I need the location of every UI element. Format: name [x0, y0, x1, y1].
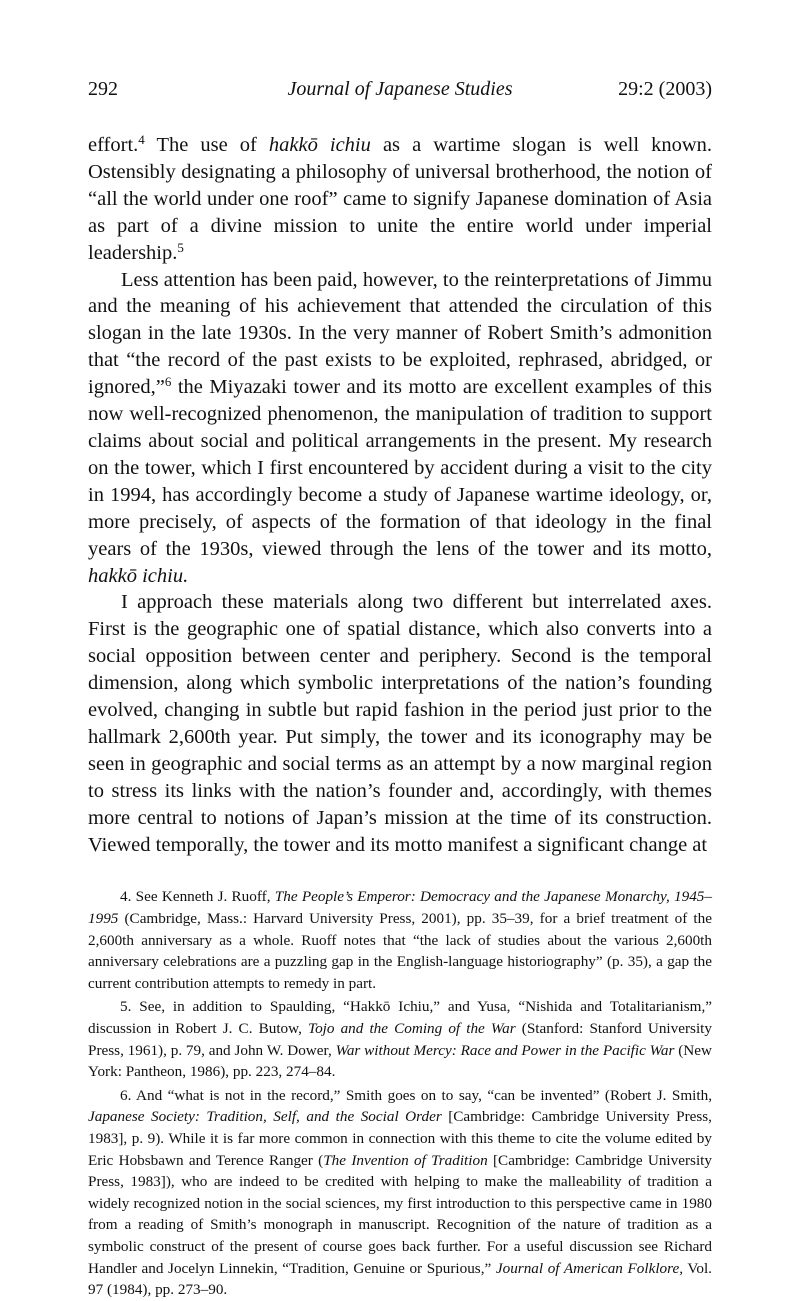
italic-term: hakkō ichiu.: [88, 564, 189, 587]
text-run: The use of: [144, 134, 269, 156]
text-run: Vol. 97 (1984), pp. 273–90.: [88, 1259, 712, 1299]
footnote-ref-4[interactable]: 4: [138, 132, 145, 147]
journal-title: Journal of Japanese Studies: [287, 78, 513, 100]
paragraph-3: [88, 589, 712, 858]
cited-title: Japanese Society: Tradition, Self, and the Social Order: [88, 1108, 442, 1126]
running-header: [88, 78, 712, 112]
paragraph-2: [88, 267, 712, 590]
article-body: [88, 132, 712, 858]
cited-title: The People’s Emperor: Democracy and the Japanese Monarchy, 1945–1995: [88, 888, 712, 928]
footnote-4: [88, 886, 712, 994]
journal-page: [88, 78, 712, 1301]
text-run: (Cambridge, Mass.: Harvard University Press, 2001), pp. 35–39, for a brief treatment of the 2,600th anniversary as a whole. Ruoff notes that “the lack of studies about the various 2,600th anniversary celebrations are a puzzling gap in the English-language historiography” (p. 35), a gap the current contribution attempts to remedy in part.: [88, 910, 712, 992]
footnote-ref-6[interactable]: 6: [164, 374, 172, 390]
cited-title: Journal of American Folklore,: [495, 1259, 684, 1277]
text-run: the Miyazaki tower and its motto are excellent examples of this now well-recognized phenomenon, the manipulation of tradition to support claims about social and political arrangements in the present. My research on the tower, which I first encountered by accident during a visit to the city in 1994, has accordingly become a study of Japanese wartime ideology, or, more precisely, of aspects of the formation of that ideology in the final years of the 1930s, viewed through the lens of the tower and its motto,: [88, 376, 712, 560]
page-number: 292: [88, 78, 118, 100]
volume-issue: 29:2 (2003): [618, 78, 712, 100]
text-run: 4. See Kenneth J. Ruoff,: [120, 888, 275, 906]
text-run: [Cambridge: Cambridge University Press, 1983], p. 9). While it is far more common in connection with this theme to cite the volume edited by Eric Hobsbawn and Terence Ranger (: [88, 1108, 712, 1169]
text-run: I approach these materials along two different but interrelated axes. First is the geographic one of spatial distance, which also converts into a social opposition between center and periphery. Second is the temporal dimension, along which symbolic interpretations of the nation’s founding evolved, changing in subtle but rapid fashion in the period just prior to the hallmark 2,600th year. Put simply, the tower and its iconography may be seen in geographic and social terms as an attempt by a now marginal region to stress its links with the nation’s founder and, accordingly, with themes more central to notions of Japan’s mission at the time of its construction. Viewed temporally, the tower and its motto manifest a significant change at: [88, 591, 712, 856]
text-run: 5. See, in addition to Spaulding, “Hakkō Ichiu,” and Yusa, “Nishida and Totalitarianism,” discussion in Robert J. C. Butow,: [88, 998, 712, 1038]
footnote-ref-5[interactable]: 5: [177, 239, 184, 255]
text-run: effort.: [88, 134, 139, 156]
footnotes: [88, 886, 712, 1300]
text-run: 6. And “what is not in the record,” Smith goes on to say, “can be invented” (Robert J. Smith,: [120, 1086, 712, 1104]
text-run: [Cambridge: Cambridge University Press, 1983]), who are indeed to be credited with helping to make the malleability of tradition a widely recognized notion in the social sciences, my first introduction to this perspective came in 1980 from a reading of Smith’s monograph in manuscript. Recognition of the nature of tradition as a symbolic construct of the present of course goes back further. For a useful discussion see Richard Handler and Jocelyn Linnekin, “Tradition, Genuine or Spurious,”: [88, 1151, 712, 1277]
footnote-6: [88, 1085, 712, 1301]
footnote-5: [88, 996, 712, 1082]
cited-title: Tojo and the Coming of the War: [308, 1020, 516, 1038]
text-run: (Stanford: Stanford University Press, 1961), p. 79, and John W. Dower,: [88, 1020, 712, 1059]
paragraph-1: [88, 132, 712, 267]
text-run: (New York: Pantheon, 1986), pp. 223, 274–84.: [88, 1041, 712, 1081]
text-run: Less attention has been paid, however, to the reinterpretations of Jimmu and the meaning of his achievement that attended the circulation of this slogan in the late 1930s. In the very manner of Robert Smith’s admonition that “the record of the past exists to be exploited, rephrased, abridged, or ignored,”: [88, 268, 712, 399]
italic-term: hakkō ichiu: [268, 134, 371, 156]
cited-title: The Invention of Tradition: [323, 1151, 488, 1169]
text-run: as a wartime slogan is well known. Ostensibly designating a philosophy of universal brotherhood, the notion of “all the world under one roof” came to signify Japanese domination of Asia as part of a divine mission to unite the entire world under imperial leadership.: [88, 134, 712, 264]
cited-title: War without Mercy: Race and Power in the Pacific War: [335, 1041, 675, 1059]
